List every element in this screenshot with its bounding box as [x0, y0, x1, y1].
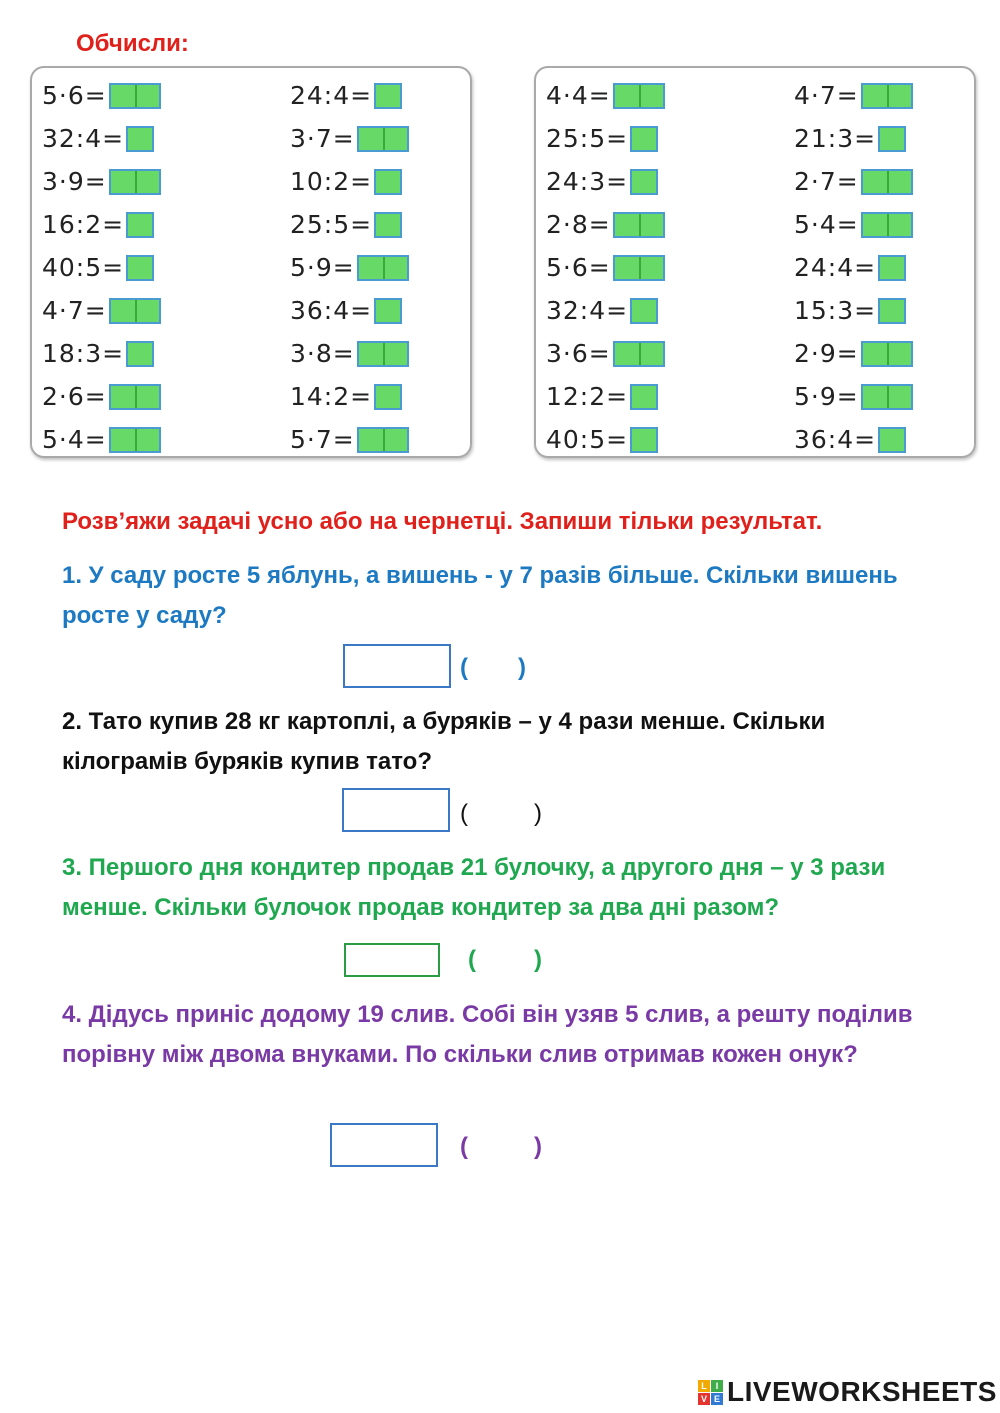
exercise-row [290, 246, 409, 289]
answer-digit-cell[interactable] [632, 171, 656, 193]
answer-digit-cell[interactable] [111, 300, 135, 322]
exercise-expression: 15:3= [794, 296, 877, 325]
task-2-close-paren: ) [534, 800, 542, 827]
exercise-expression: 25:5= [546, 124, 629, 153]
liveworksheets-logo-mark [698, 1380, 723, 1405]
exercise-row [546, 203, 665, 246]
answer-digit-cell[interactable] [376, 85, 400, 107]
task-2-unit-field[interactable] [460, 800, 542, 828]
exercise-expression: 2·9= [794, 339, 859, 368]
answer-input[interactable] [374, 169, 402, 195]
answer-digit-cell[interactable] [383, 343, 407, 365]
exercise-row [290, 332, 409, 375]
answer-input[interactable] [613, 341, 665, 367]
answer-digit-cell[interactable] [111, 85, 135, 107]
answer-input[interactable] [613, 255, 665, 281]
exercise-row [794, 289, 913, 332]
panel-right-column-2 [794, 74, 913, 461]
exercise-row [546, 160, 665, 203]
exercise-row [290, 289, 409, 332]
answer-input[interactable] [374, 212, 402, 238]
answer-input[interactable] [357, 427, 409, 453]
answer-digit-cell[interactable] [383, 128, 407, 150]
liveworksheets-logo [698, 1376, 997, 1408]
exercise-row [546, 74, 665, 117]
answer-input[interactable] [861, 341, 913, 367]
task-4-text: 4. Дідусь приніс додому 19 слив. Собі він узяв 5 слив, а решту поділив порівну між двома внуками. По скільки слив отримав кожен онук? [62, 1001, 913, 1068]
answer-digit-cell[interactable] [383, 429, 407, 451]
exercise-expression: 3·8= [290, 339, 355, 368]
answer-digit-cell[interactable] [128, 343, 152, 365]
answer-digit-cell[interactable] [376, 386, 400, 408]
answer-digit-cell[interactable] [863, 171, 887, 193]
answer-input[interactable] [126, 341, 154, 367]
panel-left-column-1 [42, 74, 161, 461]
answer-input[interactable] [630, 126, 658, 152]
exercise-expression: 4·4= [546, 81, 611, 110]
answer-digit-cell[interactable] [887, 386, 911, 408]
exercise-row [42, 246, 161, 289]
answer-digit-cell[interactable] [376, 171, 400, 193]
task-3-open-paren: ( [468, 946, 476, 973]
task-1-unit-field[interactable] [460, 654, 526, 682]
task-4-open-paren: ( [460, 1133, 468, 1160]
exercise-row [42, 117, 161, 160]
exercise-row [290, 117, 409, 160]
answer-input[interactable] [630, 427, 658, 453]
task-3-text: 3. Першого дня кондитер продав 21 булочку, а другого дня – у 3 рази менше. Скільки булочок продав кондитер за два дні разом? [62, 854, 886, 921]
answer-input[interactable] [630, 298, 658, 324]
answer-input[interactable] [613, 212, 665, 238]
task-1-text: 1. У саду росте 5 яблунь, а вишень - у 7 разів більше. Скільки вишень росте у саду? [62, 562, 898, 629]
exercise-row [546, 289, 665, 332]
task-2-text: 2. Тато купив 28 кг картоплі, а буряків – у 4 рази менше. Скільки кілограмів буряків купив тато? [62, 708, 826, 775]
exercise-expression: 18:3= [42, 339, 125, 368]
answer-digit-cell[interactable] [383, 257, 407, 279]
exercise-row [794, 117, 913, 160]
answer-input[interactable] [630, 169, 658, 195]
task-4-unit-field[interactable] [460, 1133, 542, 1161]
exercise-row [546, 375, 665, 418]
answer-input[interactable] [357, 126, 409, 152]
answer-input[interactable] [109, 427, 161, 453]
answer-input[interactable] [357, 255, 409, 281]
answer-input[interactable] [109, 83, 161, 109]
answer-digit-cell[interactable] [359, 257, 383, 279]
answer-digit-cell[interactable] [887, 214, 911, 236]
exercise-expression: 25:5= [290, 210, 373, 239]
answer-input[interactable] [861, 212, 913, 238]
answer-input[interactable] [357, 341, 409, 367]
task-3-unit-field[interactable] [468, 946, 542, 974]
exercise-expression: 5·7= [290, 425, 355, 454]
answer-input[interactable] [126, 126, 154, 152]
exercise-expression: 32:4= [546, 296, 629, 325]
exercise-expression: 5·6= [42, 81, 107, 110]
answer-digit-cell[interactable] [128, 214, 152, 236]
answer-input[interactable] [861, 384, 913, 410]
answer-digit-cell[interactable] [639, 257, 663, 279]
exercise-row [290, 375, 409, 418]
task-4-answer-box[interactable] [330, 1123, 438, 1167]
answer-digit-cell[interactable] [376, 300, 400, 322]
task-1-open-paren: ( [460, 654, 468, 681]
exercise-row [546, 117, 665, 160]
exercise-expression: 32:4= [42, 124, 125, 153]
exercise-row [42, 289, 161, 332]
answer-input[interactable] [374, 384, 402, 410]
panel-right-column-1 [546, 74, 665, 461]
exercise-row [42, 160, 161, 203]
answer-input[interactable] [109, 169, 161, 195]
exercise-row [794, 246, 913, 289]
answer-input[interactable] [878, 298, 906, 324]
answer-input[interactable] [126, 212, 154, 238]
answer-digit-cell[interactable] [632, 300, 656, 322]
answer-input[interactable] [861, 169, 913, 195]
answer-digit-cell[interactable] [615, 85, 639, 107]
answer-digit-cell[interactable] [880, 257, 904, 279]
task-3-answer-box[interactable] [344, 943, 440, 977]
exercise-row [546, 418, 665, 461]
exercise-panel-left [30, 66, 472, 458]
exercise-row [42, 418, 161, 461]
answer-digit-cell[interactable] [863, 386, 887, 408]
exercise-row [290, 74, 409, 117]
answer-digit-cell[interactable] [863, 343, 887, 365]
answer-digit-cell[interactable] [880, 429, 904, 451]
compute-heading: Обчисли: [76, 30, 189, 57]
exercise-row [42, 74, 161, 117]
answer-input[interactable] [861, 83, 913, 109]
exercise-expression: 4·7= [42, 296, 107, 325]
exercise-expression: 3·9= [42, 167, 107, 196]
answer-digit-cell[interactable] [376, 214, 400, 236]
answer-input[interactable] [374, 83, 402, 109]
exercise-expression: 5·9= [794, 382, 859, 411]
answer-digit-cell[interactable] [135, 386, 159, 408]
task-1-answer-box[interactable] [343, 644, 451, 688]
exercise-row [794, 160, 913, 203]
exercise-expression: 3·7= [290, 124, 355, 153]
answer-input[interactable] [126, 255, 154, 281]
answer-digit-cell[interactable] [880, 128, 904, 150]
answer-digit-cell[interactable] [887, 85, 911, 107]
logo-mark-letter: L [698, 1380, 710, 1392]
logo-mark-letter: V [698, 1393, 710, 1405]
exercise-expression: 2·6= [42, 382, 107, 411]
exercise-expression: 10:2= [290, 167, 373, 196]
exercise-row [794, 418, 913, 461]
exercise-row [794, 74, 913, 117]
answer-digit-cell[interactable] [128, 128, 152, 150]
answer-digit-cell[interactable] [863, 214, 887, 236]
exercise-row [42, 375, 161, 418]
exercise-row [546, 332, 665, 375]
exercise-row [290, 418, 409, 461]
exercise-expression: 36:4= [794, 425, 877, 454]
exercise-expression: 36:4= [290, 296, 373, 325]
answer-input[interactable] [109, 384, 161, 410]
task-2-answer-box[interactable] [342, 788, 450, 832]
logo-mark-letter: E [711, 1393, 723, 1405]
exercise-expression: 16:2= [42, 210, 125, 239]
exercise-expression: 40:5= [546, 425, 629, 454]
exercise-row [42, 332, 161, 375]
answer-digit-cell[interactable] [639, 214, 663, 236]
answer-digit-cell[interactable] [135, 171, 159, 193]
answer-input[interactable] [630, 384, 658, 410]
exercise-panel-right [534, 66, 976, 458]
exercise-expression: 5·4= [42, 425, 107, 454]
exercise-expression: 5·4= [794, 210, 859, 239]
liveworksheets-logo-text: LIVEWORKSHEETS [727, 1376, 997, 1407]
exercise-expression: 2·7= [794, 167, 859, 196]
exercise-expression: 12:2= [546, 382, 629, 411]
answer-digit-cell[interactable] [359, 128, 383, 150]
task-3-close-paren: ) [534, 946, 542, 973]
exercise-expression: 5·6= [546, 253, 611, 282]
answer-input[interactable] [878, 255, 906, 281]
exercise-expression: 24:3= [546, 167, 629, 196]
answer-digit-cell[interactable] [135, 429, 159, 451]
tasks-instruction: Розв’яжи задачі усно або на чернетці. Запиши тільки результат. [62, 508, 823, 535]
task-1-close-paren: ) [518, 654, 526, 681]
exercise-row [546, 246, 665, 289]
answer-input[interactable] [878, 427, 906, 453]
logo-mark-letter: I [711, 1380, 723, 1392]
answer-digit-cell[interactable] [887, 171, 911, 193]
exercise-expression: 24:4= [290, 81, 373, 110]
exercise-row [42, 203, 161, 246]
answer-digit-cell[interactable] [887, 343, 911, 365]
exercise-row [794, 332, 913, 375]
answer-input[interactable] [878, 126, 906, 152]
answer-digit-cell[interactable] [615, 257, 639, 279]
answer-digit-cell[interactable] [111, 429, 135, 451]
answer-digit-cell[interactable] [863, 85, 887, 107]
answer-digit-cell[interactable] [111, 171, 135, 193]
panel-left-column-2 [290, 74, 409, 461]
exercise-expression: 3·6= [546, 339, 611, 368]
exercise-expression: 21:3= [794, 124, 877, 153]
answer-digit-cell[interactable] [615, 214, 639, 236]
exercise-expression: 24:4= [794, 253, 877, 282]
task-2-open-paren: ( [460, 800, 468, 827]
exercise-row [290, 160, 409, 203]
answer-digit-cell[interactable] [639, 85, 663, 107]
exercise-row [794, 203, 913, 246]
exercise-row [290, 203, 409, 246]
exercise-expression: 4·7= [794, 81, 859, 110]
answer-digit-cell[interactable] [359, 429, 383, 451]
answer-digit-cell[interactable] [111, 386, 135, 408]
answer-digit-cell[interactable] [632, 128, 656, 150]
task-4-close-paren: ) [534, 1133, 542, 1160]
answer-digit-cell[interactable] [632, 429, 656, 451]
answer-digit-cell[interactable] [615, 343, 639, 365]
answer-digit-cell[interactable] [135, 300, 159, 322]
answer-digit-cell[interactable] [880, 300, 904, 322]
answer-input[interactable] [374, 298, 402, 324]
answer-input[interactable] [109, 298, 161, 324]
exercise-row [794, 375, 913, 418]
answer-input[interactable] [613, 83, 665, 109]
exercise-expression: 40:5= [42, 253, 125, 282]
answer-digit-cell[interactable] [135, 85, 159, 107]
answer-digit-cell[interactable] [359, 343, 383, 365]
exercise-expression: 5·9= [290, 253, 355, 282]
exercise-expression: 14:2= [290, 382, 373, 411]
exercise-expression: 2·8= [546, 210, 611, 239]
answer-digit-cell[interactable] [128, 257, 152, 279]
answer-digit-cell[interactable] [632, 386, 656, 408]
answer-digit-cell[interactable] [639, 343, 663, 365]
